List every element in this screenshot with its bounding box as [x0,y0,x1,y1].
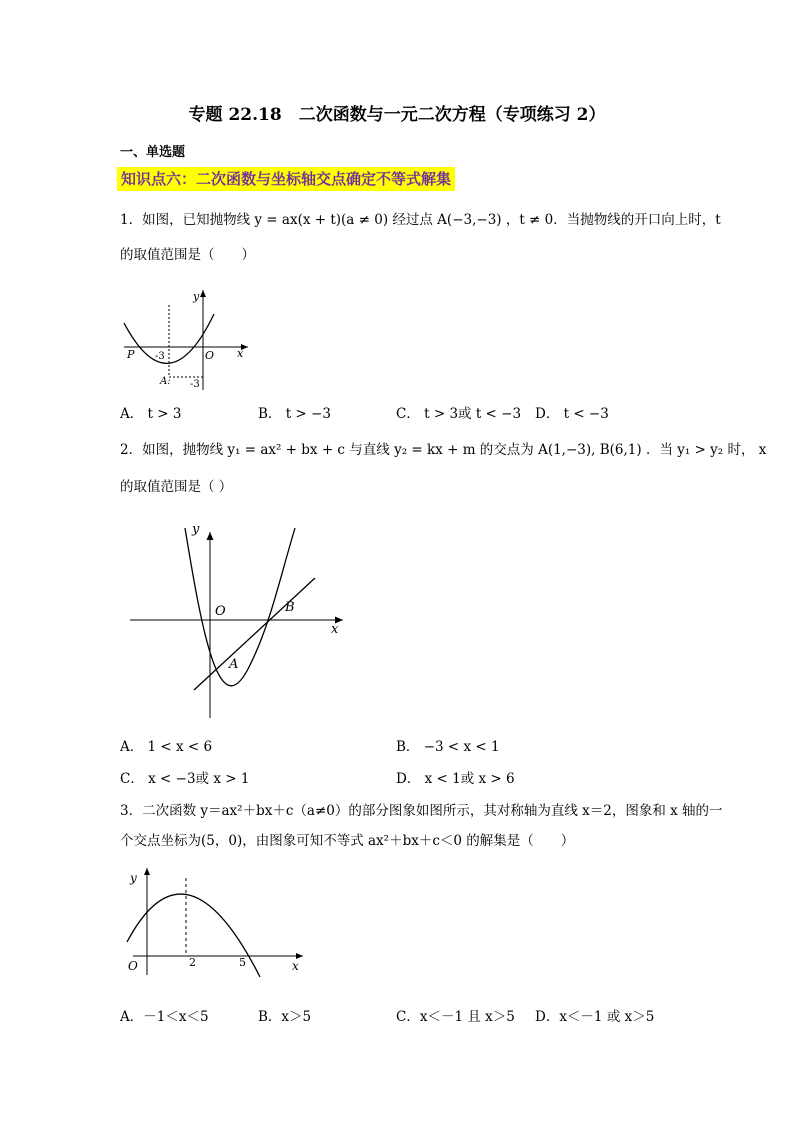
q2-option-b[interactable]: B． −3 < x < 1 [396,739,500,755]
q1-a-label: A: [160,376,171,387]
q1-origin-label: O [205,349,215,362]
q3-stem-line1: 3．二次函数 y＝ax²＋bx＋c（a≠0）的部分图象如图所示，其对称轴为直线 x＝2，图象和 x 轴的一 [120,803,723,819]
q3-option-b[interactable]: B．x＞5 [258,1009,312,1025]
q2-option-a[interactable]: A． 1 < x < 6 [120,739,213,755]
q3-y-label: y [130,871,137,885]
q1-y-label: y [193,290,200,303]
q2-y-arrow [207,532,214,540]
q2-origin-label: O [215,604,226,619]
q2-stem-line1: 2．如图，抛物线 y₁ = ax² + bx + c 与直线 y₂ = kx + m 的交点为 A(1,−3), B(6,1) ．当 y₁ > y₂ 时， x [120,442,767,458]
q2-b-label: B [285,600,295,615]
q1-option-d[interactable]: D． t < −3 [535,406,609,422]
q1-p-label: P [127,348,135,361]
knowledge-point-banner: 知识点六：二次函数与坐标轴交点确定不等式解集 [117,167,455,191]
q1-option-b[interactable]: B． t > −3 [258,406,331,422]
q1-stem-line2: 的取值范围是（ ） [120,247,255,263]
q2-a-label: A [229,657,239,672]
q2-parabola [185,528,295,686]
q3-tick-5: 5 [239,956,246,969]
q3-x-label: x [292,959,299,973]
q1-neg3-x-label: -3 [155,351,165,362]
q2-graph [125,518,355,723]
q1-stem-line1: 1．如图，已知抛物线 y = ax(x + t)(a ≠ 0) 经过点 A(−3,−3) ，t ≠ 0．当抛物线的开口向上时，t [120,212,721,228]
q2-stem-line2: 的取值范围是（ ） [120,479,233,495]
q2-option-d[interactable]: D． x < 1或 x > 6 [396,771,515,787]
q3-y-arrow [144,868,150,875]
q1-x-label: x [237,347,244,360]
q2-option-c[interactable]: C． x < −3或 x > 1 [120,771,250,787]
section-heading: 一、单选题 [120,145,186,160]
q1-y-arrow [200,290,206,297]
q1-neg3-y-label: -3 [190,379,200,390]
q3-origin-label: O [128,959,138,973]
page-title: 专题 22.18 二次函数与一元二次方程（专项练习 2） [188,105,606,125]
q3-tick-2: 2 [189,956,196,969]
q3-option-a[interactable]: A．－1＜x＜5 [120,1009,209,1025]
q3-option-c[interactable]: C．x＜－1 且 x＞5 [396,1009,515,1025]
q2-y-label: y [192,522,200,537]
q3-option-d[interactable]: D．x＜－1 或 x＞5 [535,1009,655,1025]
q3-stem-line2: 个交点坐标为(5，0)，由图象可知不等式 ax²＋bx＋c＜0 的解集是（ ） [120,833,575,849]
q1-option-c[interactable]: C． t > 3或 t < −3 [396,406,522,422]
q3-graph [118,860,318,980]
q2-x-label: x [331,622,339,637]
q2-line [194,578,315,690]
q1-graph [110,285,255,395]
q1-option-a[interactable]: A． t > 3 [120,406,182,422]
